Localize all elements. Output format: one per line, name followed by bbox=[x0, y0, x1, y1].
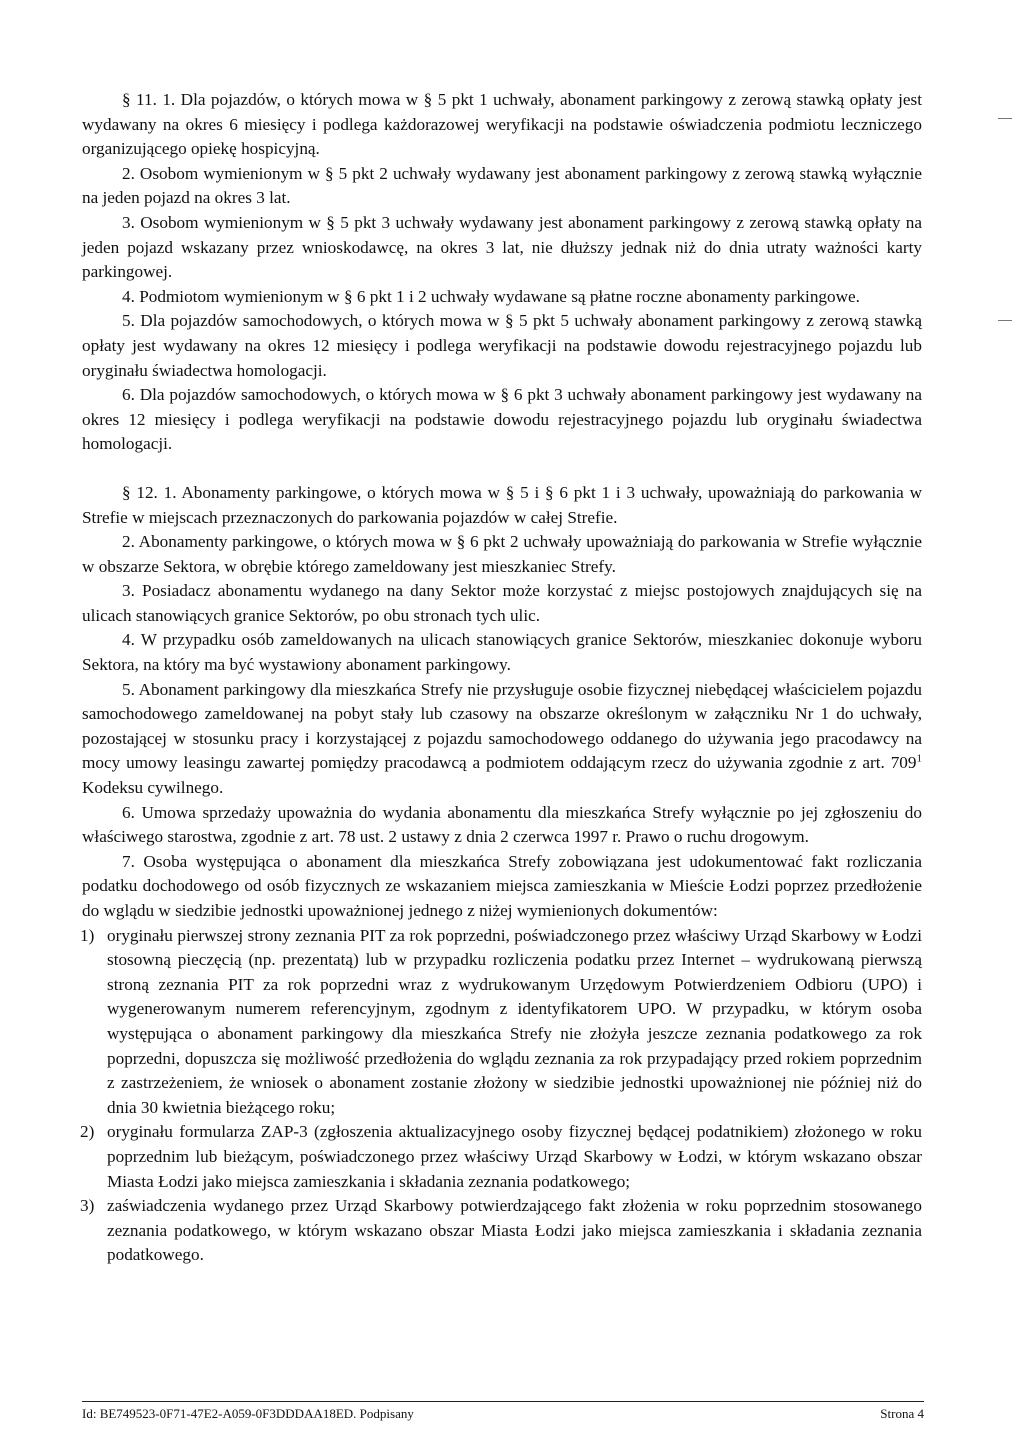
list-number: 3) bbox=[80, 1196, 95, 1216]
list-text: oryginału pierwszej strony zeznania PIT za rok poprzedni, poświadczonego przez właściwy Urząd Skarbowy w Łodzi stosowną pieczęcią (np. prezentatą) lub w przypadku rozliczenia podatku przez Internet – wydrukowaną pierwszą stroną zeznania PIT za rok poprzedni wraz z wydrukowanym Urzędowym Potwierdzeniem Odbioru (UPO) i wygenerowanym numerem referencyjnym, zgodnym z identyfikatorem UPO. W przypadku, w którym osoba występująca o abonament parkingowy dla mieszkańca Strefy nie złożyła jeszcze zeznania podatkowego za rok poprzedni, dopuszcza się możliwość przedłożenia do wglądu zeznania za rok przypadający przed rokiem poprzednim z zastrzeżeniem, że wniosek o abonament zostanie złożony w siedzibie jednostki upoważnionej nie później niż do dnia 30 kwietnia bieżącego roku; bbox=[107, 925, 922, 1117]
margin-mark bbox=[998, 320, 1012, 321]
paragraph-with-footnote bbox=[82, 678, 922, 801]
page-number: Strona 4 bbox=[880, 1406, 924, 1421]
paragraph: 7. Osoba występująca o abonament dla mieszkańca Strefy zobowiązana jest udokumentować fakt rozliczania podatku dochodowego od osób fizycznych ze wskazaniem miejsca zamieszkania w Mieście Łodzi poprzez przedłożenie do wglądu w siedzibie jednostki upoważnionej jednego z niżej wymienionych dokumentów: bbox=[82, 851, 922, 920]
document-id: Id: BE749523-0F71-47E2-A059-0F3DDDAA18ED. Podpisany bbox=[82, 1406, 414, 1421]
list-item bbox=[82, 924, 922, 1121]
paragraph: § 11. 1. Dla pojazdów, o których mowa w § 5 pkt 1 uchwały, abonament parkingowy z zerową stawką opłaty jest wydawany na okres 6 miesięcy i podlega każdorazowej weryfikacji na podstawie oświadczenia podmiotu leczniczego organizującego opiekę hospicyjną. bbox=[82, 90, 922, 159]
paragraph: 4. W przypadku osób zameldowanych na ulicach stanowiących granice Sektorów, mieszkaniec dokonuje wyboru Sektora, na który ma być wystawiony abonament parkingowy. bbox=[82, 630, 922, 675]
paragraph: 3. Posiadacz abonamentu wydanego na dany Sektor może korzystać z miejsc postojowych znajdujących się na ulicach stanowiących granice Sektorów, po obu stronach tych ulic. bbox=[82, 581, 922, 625]
list-text: oryginału formularza ZAP-3 (zgłoszenia aktualizacyjnego osoby fizycznej będącej podatnikiem) złożonego w roku poprzednim lub bieżącym, poświadczonego przez właściwy Urząd Skarbowy w Łodzi, w którym wskazano obszar Miasta Łodzi jako miejsca zamieszkania i składania zeznania podatkowego; bbox=[107, 1122, 922, 1191]
paragraph: 3. Osobom wymienionym w § 5 pkt 3 uchwały wydawany jest abonament parkingowy z zerową stawką opłaty na jeden pojazd wskazany przez wnioskodawcę, na okres 3 lat, nie dłuższy jednak niż do dnia utraty ważności karty parkingowej. bbox=[82, 212, 922, 282]
margin-mark bbox=[998, 118, 1012, 119]
document-list bbox=[82, 924, 922, 1268]
paragraph: 5. Dla pojazdów samochodowych, o których mowa w § 5 pkt 5 uchwały abonament parkingowy z zerową stawką opłaty jest wydawany na okres 12 miesięcy i podlega weryfikacji na podstawie dowodu rejestracyjnego pojazdu lub oryginału świadectwa homologacji. bbox=[82, 311, 922, 380]
footer-divider bbox=[82, 1401, 924, 1402]
list-number: 2) bbox=[80, 1122, 95, 1142]
paragraph: 2. Osobom wymienionym w § 5 pkt 2 uchwały wydawany jest abonament parkingowy z zerową stawką wyłącznie na jeden pojazd na okres 3 lat. bbox=[82, 163, 922, 208]
paragraph: 4. Podmiotom wymienionym w § 6 pkt 1 i 2 uchwały wydawane są płatne roczne abonamenty parkingowe. bbox=[122, 286, 860, 306]
list-item bbox=[82, 1194, 922, 1268]
section-11 bbox=[82, 88, 922, 457]
superscript: 1 bbox=[916, 752, 922, 765]
list-number: 1) bbox=[80, 925, 95, 945]
paragraph: 6. Dla pojazdów samochodowych, o których mowa w § 6 pkt 3 uchwały abonament parkingowy jest wydawany na okres 12 miesięcy i podlega weryfikacji na podstawie dowodu rejestracyjnego pojazdu lub oryginału świadectwa homologacji. bbox=[82, 385, 922, 454]
page-footer bbox=[82, 1405, 924, 1423]
section-12 bbox=[82, 481, 922, 1268]
section-gap bbox=[82, 457, 922, 481]
paragraph: § 12. 1. Abonamenty parkingowe, o których mowa w § 5 i § 6 pkt 1 i 3 uchwały, upoważniają do parkowania w Strefie w miejscach przeznaczonych do parkowania pojazdów w całej Strefie. bbox=[82, 482, 922, 527]
paragraph-text: Kodeksu cywilnego. bbox=[82, 778, 224, 798]
document-body bbox=[82, 88, 922, 1268]
list-text: zaświadczenia wydanego przez Urząd Skarbowy potwierdzającego fakt złożenia w roku poprzednim stosowanego zeznania podatkowego, w którym wskazano obszar Miasta Łodzi jako miejsca zamieszkania i składania zeznania podatkowego. bbox=[107, 1196, 922, 1265]
paragraph: 6. Umowa sprzedaży upoważnia do wydania abonamentu dla mieszkańca Strefy wyłącznie po jej zgłoszeniu do właściwego starostwa, zgodnie z art. 78 ust. 2 ustawy z dnia 2 czerwca 1997 r. Prawo o ruchu drogowym. bbox=[82, 802, 922, 847]
paragraph: 2. Abonamenty parkingowe, o których mowa w § 6 pkt 2 uchwały upoważniają do parkowania w Strefie wyłącznie w obszarze Sektora, w obrębie którego zameldowany jest mieszkaniec Strefy. bbox=[82, 532, 922, 576]
paragraph-text: 5. Abonament parkingowy dla mieszkańca Strefy nie przysługuje osobie fizycznej niebędącej właścicielem pojazdu samochodowego zameldowanej na pobyt stały lub czasowy na obszarze określonym w załączniku Nr 1 do uchwały, pozostającej w stosunku pracy i korzystającej z pojazdu samochodowego oddanego do używania jego pracodawcy na mocy umowy leasingu zawartej pomiędzy pracodawcą a podmiotem oddającym rzecz do używania zgodnie z art. 709 bbox=[82, 679, 922, 773]
list-item bbox=[82, 1120, 922, 1194]
